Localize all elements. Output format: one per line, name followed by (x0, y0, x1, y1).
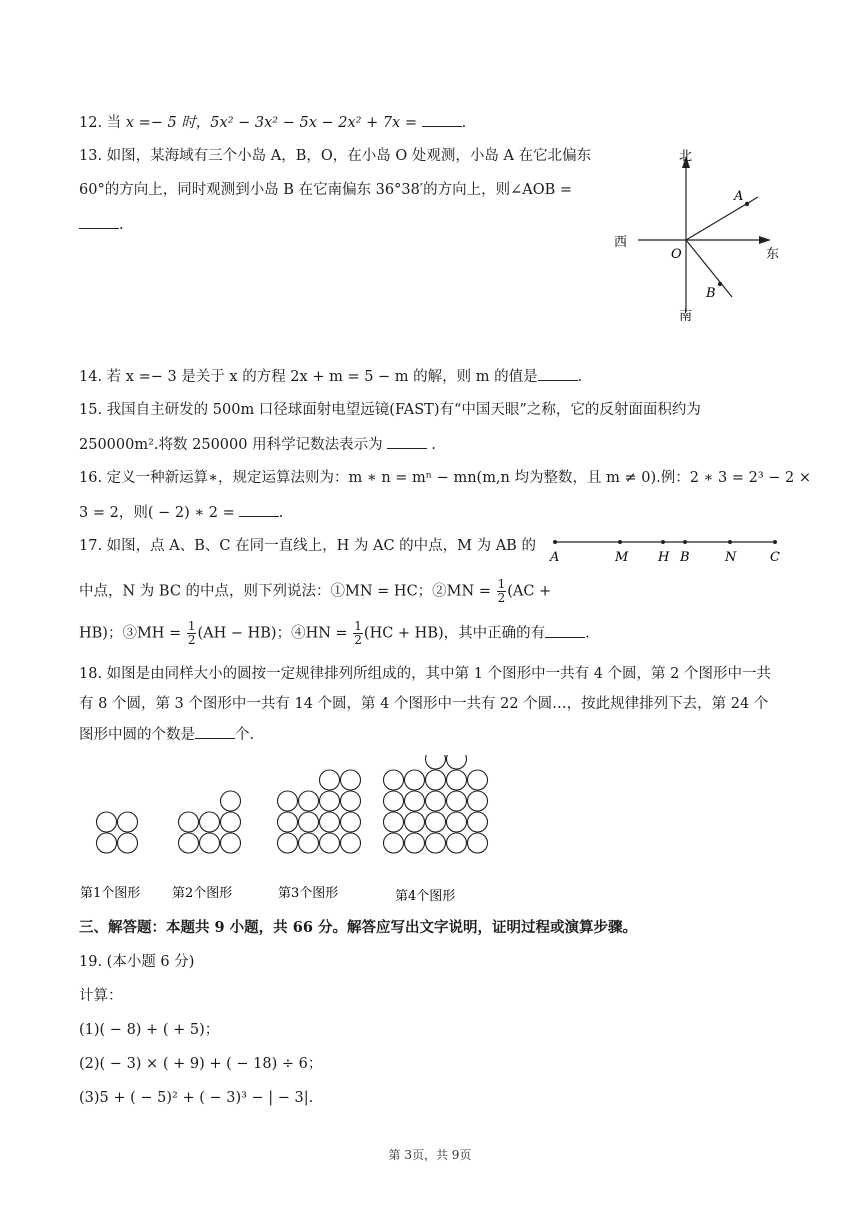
question-18-line3: 图形中圆的个数是 个. (79, 724, 254, 745)
circle (299, 833, 319, 853)
circle (426, 791, 446, 811)
caption-figure-1: 第1个图形 (80, 886, 141, 901)
circle (447, 812, 467, 832)
circle (447, 755, 467, 769)
circle-pattern-figure (70, 755, 500, 905)
label-east: 东 (766, 247, 780, 262)
caption-figure-3: 第3个图形 (278, 886, 339, 901)
circle (278, 791, 298, 811)
answer-blank[interactable] (422, 112, 462, 127)
point-a (553, 540, 557, 544)
point-n (728, 540, 732, 544)
fraction-half: $\frac{1}{2}$ (187, 619, 196, 647)
label-a: A (550, 550, 560, 565)
circle (426, 755, 446, 769)
circle-figure-3 (278, 770, 361, 853)
label-north: 北 (679, 149, 693, 164)
point-b (718, 282, 722, 286)
answer-blank[interactable] (79, 214, 119, 229)
circle (447, 791, 467, 811)
circle (97, 812, 117, 832)
circle (447, 770, 467, 790)
circle (179, 812, 199, 832)
question-19-title: 19. (本小题 6 分) (79, 954, 195, 970)
circle (405, 812, 425, 832)
circle (278, 812, 298, 832)
circle (384, 791, 404, 811)
question-15-line1: 15. 我国自主研发的 500m 口径球面射电望远镜(FAST)有“中国天眼”之称，它的反射面面积约为 (79, 402, 701, 418)
circle (405, 770, 425, 790)
circle (200, 833, 220, 853)
circle (384, 770, 404, 790)
circle (299, 791, 319, 811)
circle (341, 770, 361, 790)
circle (468, 791, 488, 811)
circle (405, 791, 425, 811)
circle (384, 812, 404, 832)
circle (447, 833, 467, 853)
question-13-line2: 60°的方向上，同时观测到小岛 B 在它南偏东 36°38′的方向上，则∠AOB = (79, 182, 573, 198)
circle (468, 770, 488, 790)
circle (320, 833, 340, 853)
point-m (618, 540, 622, 544)
question-18-line1: 18. 如图是由同样大小的圆按一定规律排列所组成的，其中第 1 个图形中一共有 4 个圆，第 2 个图形中一共 (79, 666, 771, 682)
question-17-line1: 17. 如图，点 A、B、C 在同一直线上，H 为 AC 的中点，M 为 AB 的 (79, 538, 536, 554)
question-14: 14. 若 x =− 3 是关于 x 的方程 2x + m = 5 − m 的解，则 m 的值是 . (79, 366, 582, 387)
circle-figure-1 (97, 812, 138, 853)
circle-figure-2 (179, 791, 241, 853)
question-19-item-2: (2)( − 3) × ( + 9) + ( − 18) ÷ 6； (79, 1056, 323, 1072)
label-c: C (770, 550, 780, 565)
circle (468, 833, 488, 853)
caption-figure-2: 第2个图形 (172, 886, 233, 901)
question-19-intro: 计算： (79, 988, 123, 1004)
circle (468, 812, 488, 832)
circle (405, 833, 425, 853)
point-h (661, 540, 665, 544)
circle (426, 833, 446, 853)
line-segment-figure (545, 532, 790, 568)
answer-blank[interactable] (538, 366, 578, 381)
q12-prefix: 12. 当 (79, 115, 126, 131)
circle (221, 791, 241, 811)
circle (426, 770, 446, 790)
question-13-line3: . (79, 214, 124, 235)
label-o: O (671, 247, 682, 262)
label-h: H (658, 550, 670, 565)
question-18-line2: 有 8 个圆，第 3 个图形中一共有 14 个圆，第 4 个图形中一共有 22 个圆…，按此规律排列下去，第 24 个 (79, 696, 769, 712)
compass-figure (608, 142, 788, 327)
circle (221, 812, 241, 832)
east-arrow-icon (759, 236, 771, 244)
fraction-half: $\frac{1}{2}$ (497, 577, 506, 605)
question-13-line1: 13. 如图，某海域有三个小岛 A，B，O，在小岛 O 处观测，小岛 A 在它北偏东 (79, 148, 592, 164)
circle (320, 770, 340, 790)
circle (341, 833, 361, 853)
label-b: B (680, 550, 690, 565)
circle-figure-4 (384, 755, 488, 853)
question-12: 12. 当 x =− 5 时，5x² − 3x² − 5x − 2x² + 7x = . (79, 112, 466, 133)
circle (320, 791, 340, 811)
point-b (683, 540, 687, 544)
label-west: 西 (614, 235, 628, 250)
label-n: N (725, 550, 737, 565)
circle (426, 812, 446, 832)
question-16-line2: 3 = 2，则( − 2) ∗ 2 = . (79, 502, 283, 523)
answer-blank[interactable] (239, 502, 279, 517)
question-19-item-1: (1)( − 8) + ( + 5)； (79, 1022, 220, 1038)
circle (118, 833, 138, 853)
circle (179, 833, 199, 853)
section-heading: 三、解答题：本题共 9 小题，共 66 分。解答应写出文字说明，证明过程或演算步骤。 (79, 919, 637, 936)
point-a (745, 202, 749, 206)
answer-blank[interactable] (387, 434, 427, 449)
circle (221, 833, 241, 853)
circle (341, 791, 361, 811)
circle (341, 812, 361, 832)
circle (118, 812, 138, 832)
question-16-line1: 16. 定义一种新运算∗，规定运算法则为：m ∗ n = mⁿ − mn(m,n 均为整数，且 m ≠ 0).例：2 ∗ 3 = 2³ − 2 × (79, 470, 811, 486)
answer-blank[interactable] (195, 724, 235, 739)
caption-figure-4: 第4个图形 (395, 889, 456, 904)
label-m: M (615, 550, 629, 565)
circle (200, 812, 220, 832)
label-a: A (734, 189, 744, 204)
question-19-item-3: (3)5 + ( − 5)² + ( − 3)³ − | − 3|. (79, 1090, 314, 1106)
circle (278, 833, 298, 853)
circle (97, 833, 117, 853)
answer-blank[interactable] (545, 623, 585, 638)
circle (320, 812, 340, 832)
question-15-line2: 250000m².将数 250000 用科学记数法表示为 . (79, 434, 436, 455)
fraction-half: $\frac{1}{2}$ (354, 619, 362, 647)
circle (384, 833, 404, 853)
circle (299, 812, 319, 832)
label-b: B (706, 286, 716, 301)
page-footer: 第 3页，共 9页 (388, 1148, 472, 1162)
q12-formula: x =− 5 时，5x² − 3x² − 5x − 2x² + 7x = (125, 115, 422, 131)
point-c (773, 540, 777, 544)
question-17-line2: 中点，N 为 BC 的中点，则下列说法：①MN = HC；②MN = $\frac{1}{2}$ (AC + (79, 577, 552, 605)
label-south: 南 (679, 309, 693, 324)
question-17-line3: HB)；③MH = $\frac{1}{2}$ (AH − HB)；④HN = $\frac{1}{2}$ (HC + HB)，其中正确的有 . (79, 619, 590, 647)
